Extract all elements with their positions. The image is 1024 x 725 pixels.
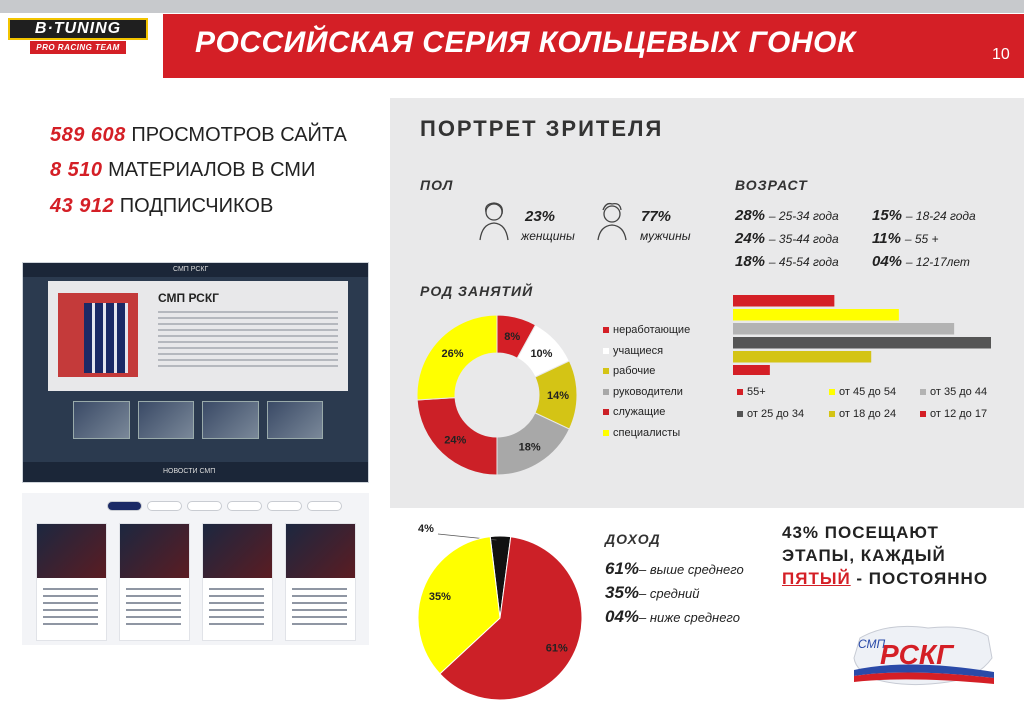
stat-subscribers <box>50 195 273 218</box>
news-tab <box>147 501 182 511</box>
legend-label: от 45 до 54 <box>839 386 897 398</box>
donut-label: 24% <box>444 434 467 447</box>
legend-swatch <box>829 389 835 395</box>
thumbnail <box>202 401 259 439</box>
income-pct: 61% <box>605 559 640 578</box>
legend-swatch <box>603 409 609 415</box>
legend-label: от 18 до 24 <box>839 408 897 420</box>
age-pct: 04% <box>872 253 903 270</box>
news-card-text <box>292 588 347 628</box>
news-tab <box>107 501 142 511</box>
age-label: – 55 + <box>904 232 939 246</box>
income-pct: 04% <box>605 607 640 626</box>
portrait-title: ПОРТРЕТ ЗРИТЕЛЯ <box>420 116 664 141</box>
age-legend-item <box>829 408 896 420</box>
occupation-legend-item <box>603 427 680 439</box>
income-label: – выше среднего <box>639 562 744 577</box>
stat-value: 589 608 <box>50 124 126 146</box>
news-tab <box>307 501 342 511</box>
legend-swatch <box>920 389 926 395</box>
attendance-line2: ЭТАПЫ, КАЖДЫЙ <box>782 546 946 565</box>
men-pct: 77% <box>641 208 672 225</box>
legend-swatch <box>737 411 743 417</box>
legend-label: от 12 до 17 <box>930 408 988 420</box>
donut-label: 18% <box>518 441 541 454</box>
age-label: – 12-17лет <box>905 255 970 269</box>
legend-label: неработающие <box>613 324 691 336</box>
donut-label: 14% <box>546 390 570 402</box>
stat-label: ПОДПИСЧИКОВ <box>119 195 274 217</box>
age-legend-item <box>737 386 766 398</box>
donut-label: 26% <box>441 348 464 361</box>
news-card-text <box>43 588 98 628</box>
news-card-text <box>126 588 181 628</box>
rskg-logo <box>848 618 996 690</box>
news-card <box>285 523 356 641</box>
donut-label: 8% <box>504 330 521 343</box>
occupation-title: РОД ЗАНЯТИЙ <box>420 283 534 299</box>
income-item <box>605 607 740 627</box>
legend-label: руководители <box>613 385 683 398</box>
age-item <box>735 207 839 224</box>
news-tab <box>267 501 302 511</box>
thumbnail <box>73 401 130 439</box>
stat-value: 8 510 <box>50 159 103 181</box>
age-label: – 45-54 года <box>768 255 839 269</box>
age-pct: 15% <box>872 207 903 224</box>
occupation-legend-item <box>603 345 663 357</box>
legend-label: от 35 до 44 <box>930 386 988 398</box>
occupation-legend-item <box>603 406 665 418</box>
legend-label: рабочие <box>613 365 656 377</box>
income-title: ДОХОД <box>605 531 661 547</box>
age-label: – 25-34 года <box>768 209 839 223</box>
stat-views <box>50 124 347 147</box>
legend-swatch <box>737 389 743 395</box>
thumbnail <box>138 401 195 439</box>
age-legend-item <box>920 386 987 398</box>
age-item <box>872 207 976 224</box>
attendance-line3 <box>782 569 988 589</box>
attendance-line1: 43% ПОСЕЩАЮТ <box>782 523 939 542</box>
legend-label: специалисты <box>613 426 681 439</box>
news-cards <box>36 523 356 641</box>
occupation-legend-item <box>603 365 655 377</box>
screenshot-thumbnails <box>73 401 323 439</box>
pie-label: 4% <box>418 523 434 535</box>
income-label: – средний <box>639 586 700 601</box>
website-screenshot <box>22 262 369 483</box>
women-pct: 23% <box>525 208 556 225</box>
rskg-logo-main: РСКГ <box>880 639 954 670</box>
page-title: РОССИЙСКАЯ СЕРИЯ КОЛЬЦЕВЫХ ГОНОК <box>195 26 856 59</box>
age-bar <box>733 295 834 307</box>
age-bar-chart <box>728 290 1008 375</box>
stat-label: ПРОСМОТРОВ САЙТА <box>131 124 347 146</box>
age-pct: 28% <box>735 207 766 224</box>
news-card <box>119 523 190 641</box>
legend-swatch <box>603 389 609 395</box>
age-bar <box>733 365 770 375</box>
news-card <box>36 523 107 641</box>
age-item <box>872 230 939 247</box>
age-pct: 11% <box>872 230 901 247</box>
age-title: ВОЗРАСТ <box>735 177 808 193</box>
stat-value: 43 912 <box>50 195 115 217</box>
income-item <box>605 583 700 603</box>
income-pct: 35% <box>605 583 640 602</box>
legend-label: служащие <box>613 406 666 418</box>
man-icon <box>594 200 630 242</box>
age-bar <box>733 351 871 363</box>
age-item <box>872 253 970 270</box>
legend-label: от 25 до 34 <box>747 408 805 420</box>
stat-label: МАТЕРИАЛОВ В СМИ <box>108 159 316 181</box>
age-bar <box>733 323 954 335</box>
logo-subtext: PRO RACING TEAM <box>30 41 126 54</box>
age-legend-item <box>737 408 804 420</box>
occupation-donut-chart <box>412 310 582 480</box>
age-legend-item <box>920 408 987 420</box>
btuning-logo <box>8 18 148 62</box>
women-label: женщины <box>521 229 575 243</box>
legend-swatch <box>603 368 609 374</box>
news-card-image <box>37 524 106 578</box>
income-label: – ниже среднего <box>639 610 740 625</box>
woman-icon <box>476 200 512 242</box>
income-pie-chart <box>410 518 590 708</box>
hero-people <box>84 303 128 373</box>
news-tab <box>187 501 222 511</box>
age-label: – 18-24 года <box>905 209 976 223</box>
attendance-rest: - ПОСТОЯННО <box>850 569 989 588</box>
donut-label: 10% <box>530 348 553 361</box>
attendance-highlight: ПЯТЫЙ <box>782 569 851 588</box>
news-tabs <box>107 501 342 511</box>
stat-materials <box>50 159 315 182</box>
hero-title: СМП РСКГ <box>158 291 219 305</box>
news-tab <box>227 501 262 511</box>
age-item <box>735 230 839 247</box>
news-screenshot <box>22 493 369 645</box>
legend-swatch <box>920 411 926 417</box>
age-pct: 24% <box>735 230 766 247</box>
age-bar <box>733 309 899 321</box>
legend-swatch <box>603 327 609 333</box>
legend-label: учащиеся <box>613 344 664 357</box>
screenshot-nav-title: СМП РСКГ <box>173 266 209 273</box>
legend-label: 55+ <box>747 386 766 398</box>
screenshot-news-label: НОВОСТИ СМП <box>163 468 216 475</box>
age-item <box>735 253 839 270</box>
legend-swatch <box>603 348 609 354</box>
news-card-image <box>203 524 272 578</box>
news-card-text <box>209 588 264 628</box>
occupation-legend-item <box>603 324 690 336</box>
rskg-logo-top: СМП <box>858 637 886 651</box>
age-label: – 35-44 года <box>768 232 839 246</box>
occupation-legend-item <box>603 386 683 398</box>
top-strip <box>0 0 1024 13</box>
legend-swatch <box>829 411 835 417</box>
news-card <box>202 523 273 641</box>
age-bar <box>733 337 991 349</box>
news-card-image <box>286 524 355 578</box>
age-pct: 18% <box>735 253 766 270</box>
men-label: мужчины <box>640 229 691 243</box>
page-number: 10 <box>992 46 1010 63</box>
news-card-image <box>120 524 189 578</box>
logo-text: B·TUNING <box>8 18 148 40</box>
pie-label: 61% <box>545 642 568 655</box>
thumbnail <box>267 401 324 439</box>
hero-text <box>158 311 338 371</box>
income-item <box>605 559 744 579</box>
screenshot-hero <box>48 281 348 391</box>
age-legend-item <box>829 386 896 398</box>
legend-swatch <box>603 430 609 436</box>
gender-title: ПОЛ <box>420 177 454 193</box>
pie-label: 35% <box>428 590 451 603</box>
